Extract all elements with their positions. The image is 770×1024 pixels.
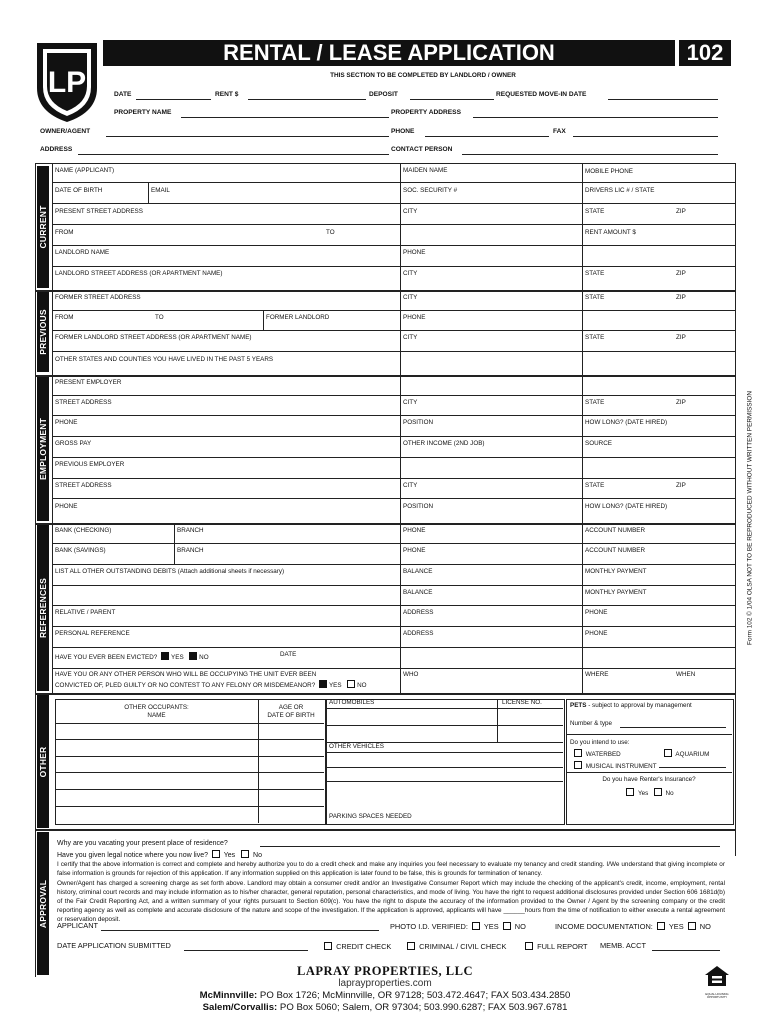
vacating-question: Why are you vacating your present place of residence? [57,840,228,847]
from-label: FROM [55,229,74,236]
state-label: STATE [585,399,605,406]
credit-check-option: CREDIT CHECK [322,942,391,950]
branch-label: BRANCH [177,527,204,534]
zip-label: ZIP [676,482,686,489]
property-name-label: PROPERTY NAME [114,109,172,116]
debts-label: LIST ALL OTHER OUTSTANDING DEBITS (Attach additional sheets if necessary) [55,568,285,575]
company-website[interactable]: laprayproperties.com [338,978,432,989]
date-submitted-field[interactable] [184,950,308,951]
balance-label: BALANCE [403,589,433,596]
monthly-payment-label: MONTHLY PAYMENT [585,589,647,596]
screening-paragraph: Owner/Agent has charged a screening charge as set forth above. Landlord may obtain a consumer credit and/or an Investigative Consumer Report which may include the checking of the applicant's credit, income, employment, rental history, criminal court records and may include information as to his/her character, general reputation, personal characteristics, and mode of living. You have the right to request additional disclosures provided under Section 606 1681d(b) of the Fair Credit Reporting Act, and a written summary of your rights pursuant to Section 609(c). You have the right to dispute the accuracy of the information provided to the Owner / Agent by the screening company or the credit reporting agency as well as complete and accurate disclosure of the nature and scope of the investigation. If the application is approved, applicants will have ______hours from the time of notification to either execute a rental agreement or reservation deposit. [57,880,725,923]
waterbed-checkbox[interactable] [574,749,582,757]
evicted-no-checkbox[interactable] [189,652,197,660]
state-label: STATE [585,334,605,341]
source-label: SOURCE [585,440,612,447]
address-label: ADDRESS [40,146,73,153]
row-line [52,457,735,458]
row-line [52,182,735,183]
row-line [35,523,735,525]
renters-no-checkbox[interactable] [654,788,662,796]
address-label: ADDRESS [403,630,434,637]
state-label: STATE [585,208,605,215]
row-line [52,224,735,225]
city-label: CITY [403,270,418,277]
phone-label: PHONE [403,527,426,534]
zip-label: ZIP [676,399,686,406]
present-employer-label: PRESENT EMPLOYER [55,379,122,386]
age-dob-label-2: DATE OF BIRTH [267,712,315,719]
table-frame-top [35,163,735,164]
former-street-label: FORMER STREET ADDRESS [55,294,141,301]
position-label: POSITION [403,419,434,426]
row-line [52,203,735,204]
occupants-row [55,723,324,724]
how-long-label: HOW LONG? (DATE HIRED) [585,503,668,510]
contact-person-field[interactable] [462,154,718,155]
page-title: RENTAL / LEASE APPLICATION [223,40,555,65]
position-label: POSITION [403,503,434,510]
rent-amount-label: RENT AMOUNT $ [585,229,636,236]
equal-housing-icon [704,965,730,999]
row-line [52,605,735,606]
other-income-label: OTHER INCOME (2ND JOB) [403,440,485,447]
move-in-label: REQUESTED MOVE-IN DATE [496,91,587,98]
fax-field[interactable] [573,136,718,137]
office-mcminnville: McMinnville: PO Box 1726; McMinnville, OR 97128; 503.472.4647; FAX 503.434.2850 [199,990,571,1001]
occupants-row [55,739,324,740]
office-salem: Salem/Corvallis: PO Box 5060; Salem, OR 97304; 503.990.6287; FAX 503.967.6781 [202,1002,568,1013]
former-landlord-street-label: FORMER LANDLORD STREET ADDRESS (OR APARTMENT NAME) [55,334,252,341]
musical-field[interactable] [659,767,726,768]
equal-housing-text: EQUAL HOUSING OPPORTUNITY [705,992,729,999]
table-frame-left [35,163,36,977]
row-line [35,693,735,695]
date-submitted-label: DATE APPLICATION SUBMITTED [57,941,171,950]
musical-checkbox[interactable] [574,761,582,769]
ssn-label: SOC. SECURITY # [403,187,458,194]
automobiles-label: AUTOMOBILES [329,699,375,706]
city-label: CITY [403,208,418,215]
phone-label: PHONE [55,419,78,426]
occupants-name-label: NAME [147,712,166,719]
notice-no-checkbox[interactable] [241,850,249,858]
maiden-name-label: MAIDEN NAME [403,167,448,174]
occupants-row [55,756,324,757]
row-line [52,436,735,437]
license-no-label: LICENSE NO. [502,699,542,706]
income-yes-checkbox[interactable] [657,922,665,930]
row-line [52,543,735,544]
where-label: WHERE [585,671,609,678]
to-label: TO [155,314,164,321]
memb-acct-field[interactable] [652,950,720,951]
street-address-label: STREET ADDRESS [55,482,112,489]
number-type-label: Number & type [570,720,612,727]
certify-paragraph: I certify that the above information is correct and complete and hereby authorize you to do a credit check and make any inquiries you feel necessary to evaluate my tenancy and credit standing. I/We understand that giving incomplete or false information is grounds for rejection of this application. If any information supplied on this application is later found to be false, this is grounds for termination of tenancy. [57,861,725,877]
row-line [52,564,735,565]
zip-label: ZIP [676,294,686,301]
notice-yes-checkbox[interactable] [212,850,220,858]
deposit-label: DEPOSIT [369,91,398,98]
email-label: EMAIL [151,187,170,194]
who-label: WHO [403,671,419,678]
bank-checking-label: BANK (CHECKING) [55,527,112,534]
renters-ins-options: Yes No [566,788,732,797]
when-label: WHEN [676,671,696,678]
waterbed-option: WATERBED [572,749,621,758]
cell-divider [263,310,264,330]
form-number: 102 [686,40,724,65]
grid-col-right [582,163,583,693]
city-label: CITY [403,294,418,301]
tab-previous: PREVIOUS [37,292,49,372]
convicted-question-line2: CONVICTED OF, PLED GUILTY OR NO CONTEST TO ANY FELONY OR MISDEMEANOR? YES NO [55,682,367,689]
account-number-label: ACCOUNT NUMBER [585,547,646,554]
phone-label: PHONE [403,249,426,256]
zip-label: ZIP [676,334,686,341]
aquarium-option: AQUARIUM [662,749,709,758]
street-address-label: STREET ADDRESS [55,399,112,406]
previous-employer-label: PREVIOUS EMPLOYER [55,461,125,468]
relative-label: RELATIVE / PARENT [55,609,116,616]
occupants-row [55,806,324,807]
dob-label: DATE OF BIRTH [55,187,103,194]
personal-ref-label: PERSONAL REFERENCE [55,630,130,637]
side-copyright-note: Form 102 © 1/04 OLSA NOT TO BE REPRODUCED WITHOUT WRITTEN PERMISSION [746,390,754,645]
former-landlord-label: FORMER LANDLORD [266,314,330,321]
evicted-question: HAVE YOU EVER BEEN EVICTED? YES NO [55,654,209,661]
address-label: ADDRESS [403,609,434,616]
drivers-lic-label: DRIVERS LIC # / STATE [585,187,655,194]
phone-label: PHONE [403,314,426,321]
row-line [35,375,735,377]
income-doc-row: INCOME DOCUMENTATION: YES NO [555,922,711,931]
phone-field[interactable] [425,136,549,137]
state-label: STATE [585,294,605,301]
state-label: STATE [585,482,605,489]
account-number-label: ACCOUNT NUMBER [585,527,646,534]
svg-text:LP: LP [47,66,87,99]
property-address-label: PROPERTY ADDRESS [391,109,461,116]
convicted-yes-checkbox[interactable] [319,680,327,688]
rent-label: RENT $ [215,91,239,98]
address-field[interactable] [78,154,389,155]
applicant-field[interactable] [101,930,379,931]
row-line [35,290,735,292]
state-label: STATE [585,270,605,277]
phone-label: PHONE [585,630,608,637]
row-line [52,415,735,416]
row-line [52,585,735,586]
occupants-row [55,772,324,773]
rent-field[interactable] [248,99,366,100]
tab-approval: APPROVAL [37,832,49,975]
other-states-label: OTHER STATES AND COUNTIES YOU HAVE LIVED IN THE PAST 5 YEARS [55,356,274,363]
vehicles-table[interactable] [326,699,565,825]
vehicles-divider [497,699,498,742]
vacating-field[interactable] [260,846,720,847]
cell-divider [174,523,175,564]
phone-label: PHONE [403,547,426,554]
mobile-phone-label: MOBILE PHONE [585,168,633,175]
date-label: DATE [114,91,132,98]
phone-label: PHONE [55,503,78,510]
memb-acct-label: MEMB. ACCT [600,941,646,950]
photo-id-yes-checkbox[interactable] [472,922,480,930]
credit-check-checkbox[interactable] [324,942,332,950]
row-line [52,351,735,352]
musical-option: MUSICAL INSTRUMENT [572,761,657,770]
phone-label: PHONE [585,609,608,616]
vehicles-row [326,781,563,782]
evicted-yes-checkbox[interactable] [161,652,169,660]
row-line [52,478,735,479]
table-frame-right [735,163,736,856]
contact-person-label: CONTACT PERSON [391,146,453,153]
tab-other: OTHER [37,695,49,828]
property-name-field[interactable] [181,117,389,118]
balance-label: BALANCE [403,568,433,575]
full-report-checkbox[interactable] [525,942,533,950]
city-label: CITY [403,334,418,341]
name-applicant-label: NAME (APPLICANT) [55,167,115,174]
notice-question: Have you given legal notice where you now live? Yes No [57,852,262,859]
deposit-field[interactable] [410,99,494,100]
pets-label: PETS - subject to approval by management [570,702,692,709]
company-logo [34,40,100,124]
zip-label: ZIP [676,208,686,215]
cell-divider [148,182,149,203]
landlord-street-label: LANDLORD STREET ADDRESS (OR APARTMENT NAME) [55,270,223,277]
aquarium-checkbox[interactable] [664,749,672,757]
property-address-field[interactable] [473,117,718,118]
gross-pay-label: GROSS PAY [55,440,92,447]
photo-id-row: PHOTO I.D. VERIFIED: YES NO [390,922,526,931]
tab-current: CURRENT [37,166,49,288]
applicant-label: APPLICANT [57,921,99,930]
city-label: CITY [403,482,418,489]
renters-yes-checkbox[interactable] [626,788,634,796]
to-label: TO [326,229,335,236]
zip-label: ZIP [676,270,686,277]
owner-agent-field[interactable] [106,136,389,137]
vehicles-row [326,725,563,726]
row-line [52,266,735,267]
row-line [52,310,735,311]
move-in-field[interactable] [608,99,718,100]
age-dob-label-1: AGE OR [278,704,304,711]
renters-ins-label: Do you have Renter's Insurance? [602,776,696,783]
city-label: CITY [403,399,418,406]
income-no-checkbox[interactable] [688,922,696,930]
intend-label: Do you intend to use: [570,739,630,746]
row-line [35,829,735,831]
fax-label: FAX [553,128,566,135]
row-line [52,626,735,627]
vehicles-row [326,767,563,768]
from-label: FROM [55,314,74,321]
criminal-checkbox[interactable] [407,942,415,950]
section-note: THIS SECTION TO BE COMPLETED BY LANDLORD / OWNER [330,72,516,79]
photo-id-no-checkbox[interactable] [503,922,511,930]
company-name: LAPRAY PROPERTIES, LLC [297,964,473,978]
parking-label: PARKING SPACES NEEDED [329,813,412,820]
row-line [52,668,735,669]
criminal-option: CRIMINAL / CIVIL CHECK [405,942,506,950]
monthly-payment-label: MONTHLY PAYMENT [585,568,647,575]
convicted-question-line1: HAVE YOU OR ANY OTHER PERSON WHO WILL BE OCCUPYING THE UNIT EVER BEEN [55,671,317,678]
row-line [52,647,735,648]
tab-employment: EMPLOYMENT [37,377,49,521]
number-type-field[interactable] [620,727,726,728]
occupants-row [55,789,324,790]
date-field[interactable] [136,99,211,100]
vehicles-row [326,708,563,709]
landlord-name-label: LANDLORD NAME [55,249,110,256]
how-long-label: HOW LONG? (DATE HIRED) [585,419,668,426]
row-line [52,245,735,246]
other-vehicles-label: OTHER VEHICLES [329,743,384,750]
bank-savings-label: BANK (SAVINGS) [55,547,106,554]
row-line [52,395,735,396]
full-report-option: FULL REPORT [523,942,588,950]
pets-divider [566,734,732,735]
present-street-label: PRESENT STREET ADDRESS [55,208,143,215]
tab-references: REFERENCES [37,525,49,691]
phone-label: PHONE [391,128,415,135]
occupants-label: OTHER OCCUPANTS: [124,704,189,711]
grid-col-left [52,163,53,693]
owner-agent-label: OWNER/AGENT [40,128,91,135]
vehicles-row [326,752,563,753]
pets-divider [566,772,732,773]
row-line [52,498,735,499]
row-line [52,330,735,331]
branch-label: BRANCH [177,547,204,554]
grid-col-mid [400,163,401,693]
convicted-no-checkbox[interactable] [347,680,355,688]
date-label: DATE [280,651,297,658]
